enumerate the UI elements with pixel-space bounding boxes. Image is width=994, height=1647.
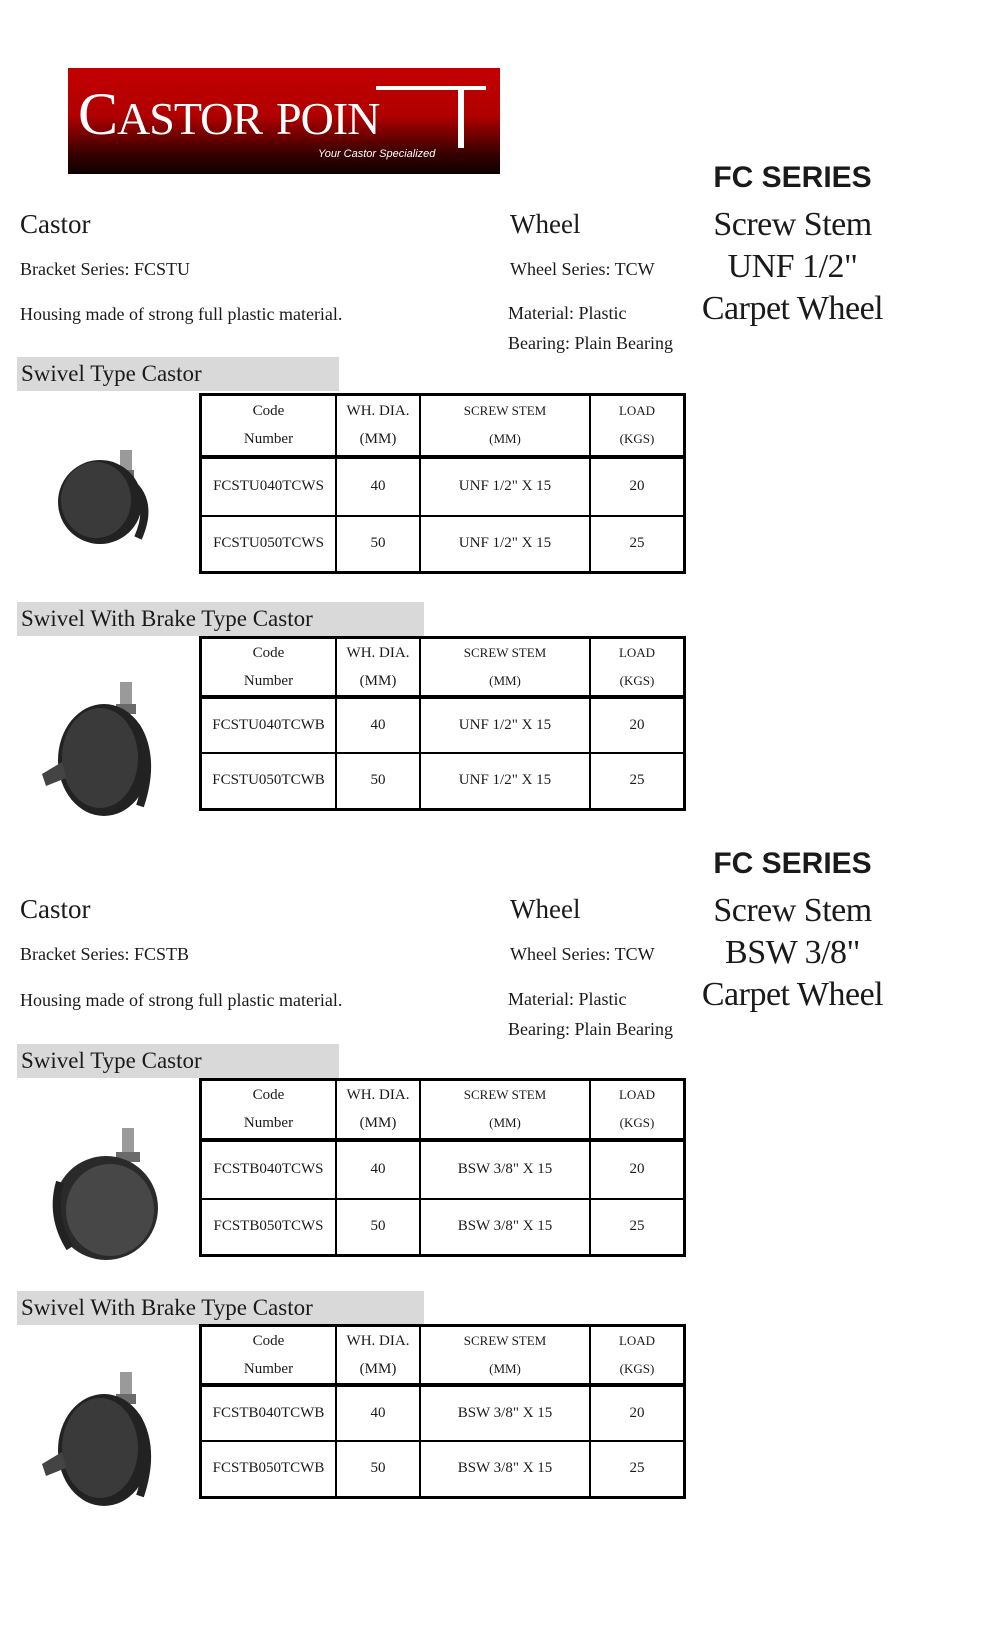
cell-load: 25 xyxy=(590,516,685,573)
series-thread: BSW 3/8" xyxy=(725,934,860,971)
cell-dia: 40 xyxy=(336,1385,420,1441)
spec-table xyxy=(199,1324,686,1499)
table-title-band xyxy=(17,1291,424,1325)
header-load: LOAD (KGS) xyxy=(590,638,685,698)
cell-code: FCSTB050TCWS xyxy=(201,1199,337,1256)
housing-description: Housing made of strong full plastic material. xyxy=(20,990,343,1010)
series-name: FC SERIES xyxy=(713,161,872,194)
header-wheel-dia: WH. DIA. (MM) xyxy=(336,1326,420,1386)
wheel-bearing: Bearing: Plain Bearing xyxy=(508,333,673,353)
header-load: LOAD (KGS) xyxy=(590,1080,685,1140)
brake-castor-image xyxy=(36,678,156,820)
cell-load: 25 xyxy=(590,1199,685,1256)
header-code-number: Code Number xyxy=(201,395,337,457)
cell-code: FCSTB050TCWB xyxy=(201,1441,337,1497)
wheel-material: Material: Plastic xyxy=(508,303,627,323)
cell-stem: UNF 1/2" X 15 xyxy=(420,457,590,516)
cell-load: 25 xyxy=(590,753,685,809)
header-code-number: Code Number xyxy=(201,1326,337,1386)
wheel-heading: Wheel xyxy=(510,209,581,239)
series-thread: UNF 1/2" xyxy=(727,248,858,285)
logo-t-stem xyxy=(458,86,464,148)
table-row xyxy=(201,1385,685,1441)
header-screw-stem: SCREW STEM (MM) xyxy=(420,1080,590,1140)
table-row xyxy=(201,1441,685,1497)
logo-tagline: Your Castor Specialized xyxy=(318,148,436,160)
cell-stem: BSW 3/8" X 15 xyxy=(420,1199,590,1256)
cell-dia: 40 xyxy=(336,1140,420,1199)
wheel-heading: Wheel xyxy=(510,894,581,924)
brake-castor-image xyxy=(36,1368,156,1510)
header-screw-stem: SCREW STEM (MM) xyxy=(420,395,590,457)
series-wheel-type: Carpet Wheel xyxy=(701,290,884,327)
series-title-block-2 xyxy=(640,844,945,1016)
cell-code: FCSTU050TCWS xyxy=(201,516,337,573)
cell-dia: 40 xyxy=(336,697,420,753)
header-code-number: Code Number xyxy=(201,1080,337,1140)
table-title-band xyxy=(17,602,424,636)
cell-stem: BSW 3/8" X 15 xyxy=(420,1385,590,1441)
logo-t-bar xyxy=(376,86,486,90)
wheel-series: Wheel Series: TCW xyxy=(510,944,655,964)
cell-load: 20 xyxy=(590,1385,685,1441)
cell-code: FCSTU040TCWB xyxy=(201,697,337,753)
series-wheel-type: Carpet Wheel xyxy=(701,976,884,1013)
cell-dia: 50 xyxy=(336,1199,420,1256)
table-title: Swivel Type Castor xyxy=(21,1048,202,1073)
series-stem-type: Screw Stem xyxy=(713,892,872,929)
spec-table xyxy=(199,393,686,574)
cell-stem: UNF 1/2" X 15 xyxy=(420,516,590,573)
table-title-band xyxy=(17,1044,339,1078)
castor-heading: Castor xyxy=(20,209,91,239)
series-title-block-1 xyxy=(640,158,945,330)
bracket-series: Bracket Series: FCSTU xyxy=(20,259,190,279)
cell-stem: UNF 1/2" X 15 xyxy=(420,697,590,753)
cell-code: FCSTB040TCWS xyxy=(201,1140,337,1199)
table-title: Swivel With Brake Type Castor xyxy=(21,1295,313,1320)
cell-code: FCSTU050TCWB xyxy=(201,753,337,809)
header-wheel-dia: WH. DIA. (MM) xyxy=(336,395,420,457)
table-row xyxy=(201,1199,685,1256)
housing-description: Housing made of strong full plastic material. xyxy=(20,304,343,324)
header-load: LOAD (KGS) xyxy=(590,395,685,457)
header-code-number: Code Number xyxy=(201,638,337,698)
cell-load: 20 xyxy=(590,1140,685,1199)
cell-dia: 50 xyxy=(336,516,420,573)
swivel-castor-image xyxy=(52,442,162,550)
header-wheel-dia: WH. DIA. (MM) xyxy=(336,1080,420,1140)
cell-load: 25 xyxy=(590,1441,685,1497)
cell-load: 20 xyxy=(590,457,685,516)
header-screw-stem: SCREW STEM (MM) xyxy=(420,1326,590,1386)
header-wheel-dia: WH. DIA. (MM) xyxy=(336,638,420,698)
table-row xyxy=(201,516,685,573)
table-row xyxy=(201,697,685,753)
table-row xyxy=(201,457,685,516)
cell-stem: UNF 1/2" X 15 xyxy=(420,753,590,809)
header-load: LOAD (KGS) xyxy=(590,1326,685,1386)
cell-code: FCSTB040TCWB xyxy=(201,1385,337,1441)
cell-stem: BSW 3/8" X 15 xyxy=(420,1441,590,1497)
spec-table xyxy=(199,636,686,811)
wheel-material: Material: Plastic xyxy=(508,989,627,1009)
wheel-series: Wheel Series: TCW xyxy=(510,259,655,279)
table-title-band xyxy=(17,357,339,391)
table-title: Swivel With Brake Type Castor xyxy=(21,606,313,631)
cell-dia: 50 xyxy=(336,753,420,809)
wheel-bearing: Bearing: Plain Bearing xyxy=(508,1019,673,1039)
cell-stem: BSW 3/8" X 15 xyxy=(420,1140,590,1199)
cell-load: 20 xyxy=(590,697,685,753)
castor-point-logo xyxy=(68,68,500,174)
logo-brand-text: CASTOR POIN xyxy=(78,81,380,147)
cell-dia: 50 xyxy=(336,1441,420,1497)
series-stem-type: Screw Stem xyxy=(713,206,872,243)
cell-code: FCSTU040TCWS xyxy=(201,457,337,516)
table-title: Swivel Type Castor xyxy=(21,361,202,386)
table-row xyxy=(201,1140,685,1199)
table-row xyxy=(201,753,685,809)
spec-table xyxy=(199,1078,686,1257)
castor-heading: Castor xyxy=(20,894,91,924)
cell-dia: 40 xyxy=(336,457,420,516)
bracket-series: Bracket Series: FCSTB xyxy=(20,944,189,964)
swivel-castor-image xyxy=(40,1126,170,1262)
series-name: FC SERIES xyxy=(713,847,872,880)
header-screw-stem: SCREW STEM (MM) xyxy=(420,638,590,698)
